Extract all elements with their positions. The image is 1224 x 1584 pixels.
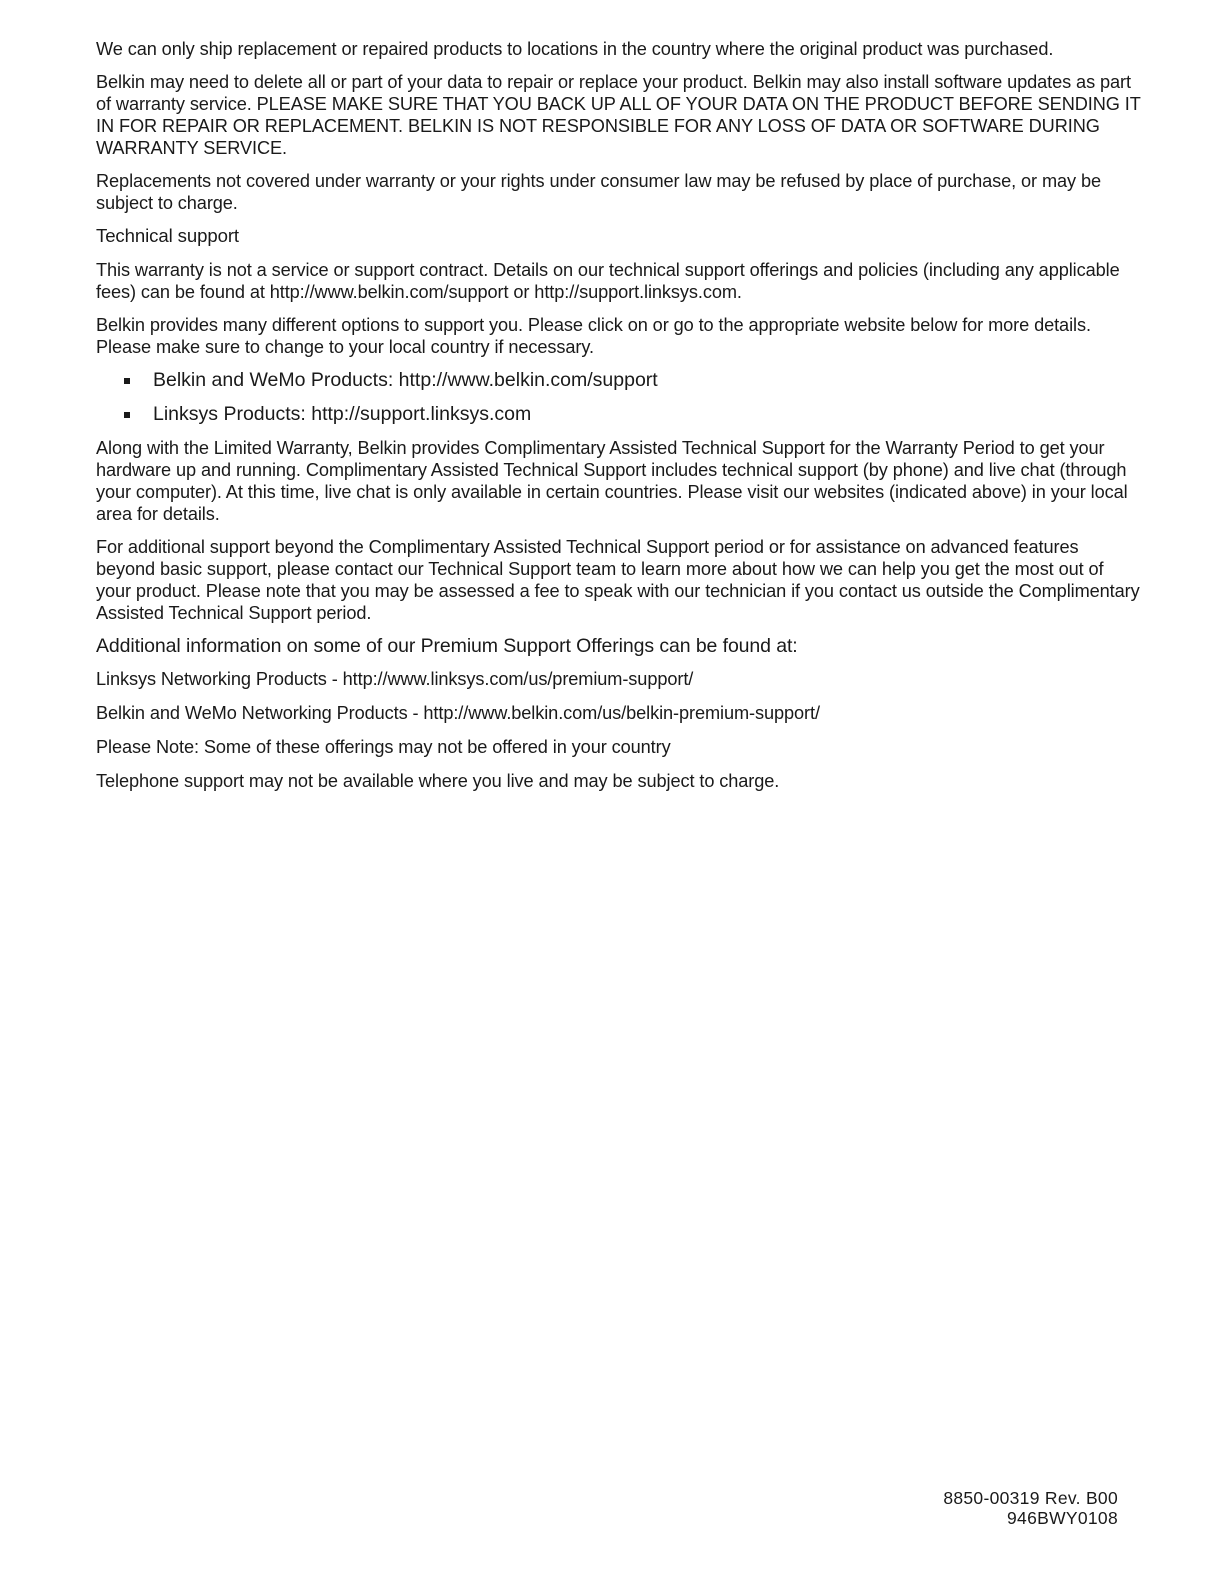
complimentary-support-paragraph: Along with the Limited Warranty, Belkin provides Complimentary Assisted Technical Support for the Warranty Period to get your hardware up and running. Complimentary Assisted Technical Support includes technical support (by phone) and live chat (through your computer). At this time, live chat is only available in certain countries. Please visit our websites (indicated above) in your local area for details. (96, 438, 1128, 524)
bullet-icon (124, 412, 130, 418)
offerings-note: Please Note: Some of these offerings may not be offered in your country (96, 737, 671, 757)
belkin-premium-link[interactable]: Belkin and WeMo Networking Products - http://www.belkin.com/us/belkin-premium-support/ (96, 703, 820, 723)
bullet-icon (124, 378, 130, 384)
additional-support-paragraph: For additional support beyond the Complimentary Assisted Technical Support period or for assistance on advanced features beyond basic support, please contact our Technical Support team to learn more about how we can help you get the most out of your product. Please note that you may be assessed a fee to speak with our technician if you contact us outside the Complimentary Assisted Technical Support period. (96, 537, 1140, 623)
replacements-paragraph: Replacements not covered under warranty or your rights under consumer law may be refused by place of purchase, or may be subject to charge. (96, 171, 1101, 213)
shipping-paragraph: We can only ship replacement or repaired products to locations in the country where the original product was purchased. (96, 39, 1054, 59)
document-footer (943, 1488, 1118, 1528)
premium-intro-text: Additional information on some of our Premium Support Offerings can be found at: (96, 635, 798, 657)
document-code: 946BWY0108 (1007, 1508, 1118, 1528)
support-contract-paragraph: This warranty is not a service or support contract. Details on our technical support offerings and policies (including any applicable fees) can be found at http://www.belkin.com/support or http://support.linksys.com. (96, 260, 1120, 302)
list-item (96, 403, 1142, 425)
telephone-support-note: Telephone support may not be available where you live and may be subject to charge. (96, 771, 780, 791)
linksys-premium-link[interactable]: Linksys Networking Products - http://www.linksys.com/us/premium-support/ (96, 669, 694, 689)
part-number: 8850-00319 Rev. B00 (943, 1488, 1118, 1508)
data-deletion-paragraph: Belkin may need to delete all or part of your data to repair or replace your product. Belkin may also install software updates as part of warranty service. PLEASE MAKE SURE THAT YOU BACK UP ALL OF YOUR DATA ON THE PRODUCT BEFORE SENDING IT IN FOR REPAIR OR REPLACEMENT. BELKIN IS NOT RESPONSIBLE FOR ANY LOSS OF DATA OR SOFTWARE DURING WARRANTY SERVICE. (96, 72, 1141, 158)
belkin-support-link[interactable]: Belkin and WeMo Products: http://www.belkin.com/support (153, 369, 658, 391)
support-links-list (96, 369, 1142, 425)
technical-support-heading: Technical support (96, 225, 240, 246)
list-item (96, 369, 1142, 391)
document-body (96, 38, 1142, 804)
support-options-paragraph: Belkin provides many different options to support you. Please click on or go to the appropriate website below for more details. Please make sure to change to your local country if necessary. (96, 315, 1091, 357)
linksys-support-link[interactable]: Linksys Products: http://support.linksys.com (153, 403, 532, 425)
